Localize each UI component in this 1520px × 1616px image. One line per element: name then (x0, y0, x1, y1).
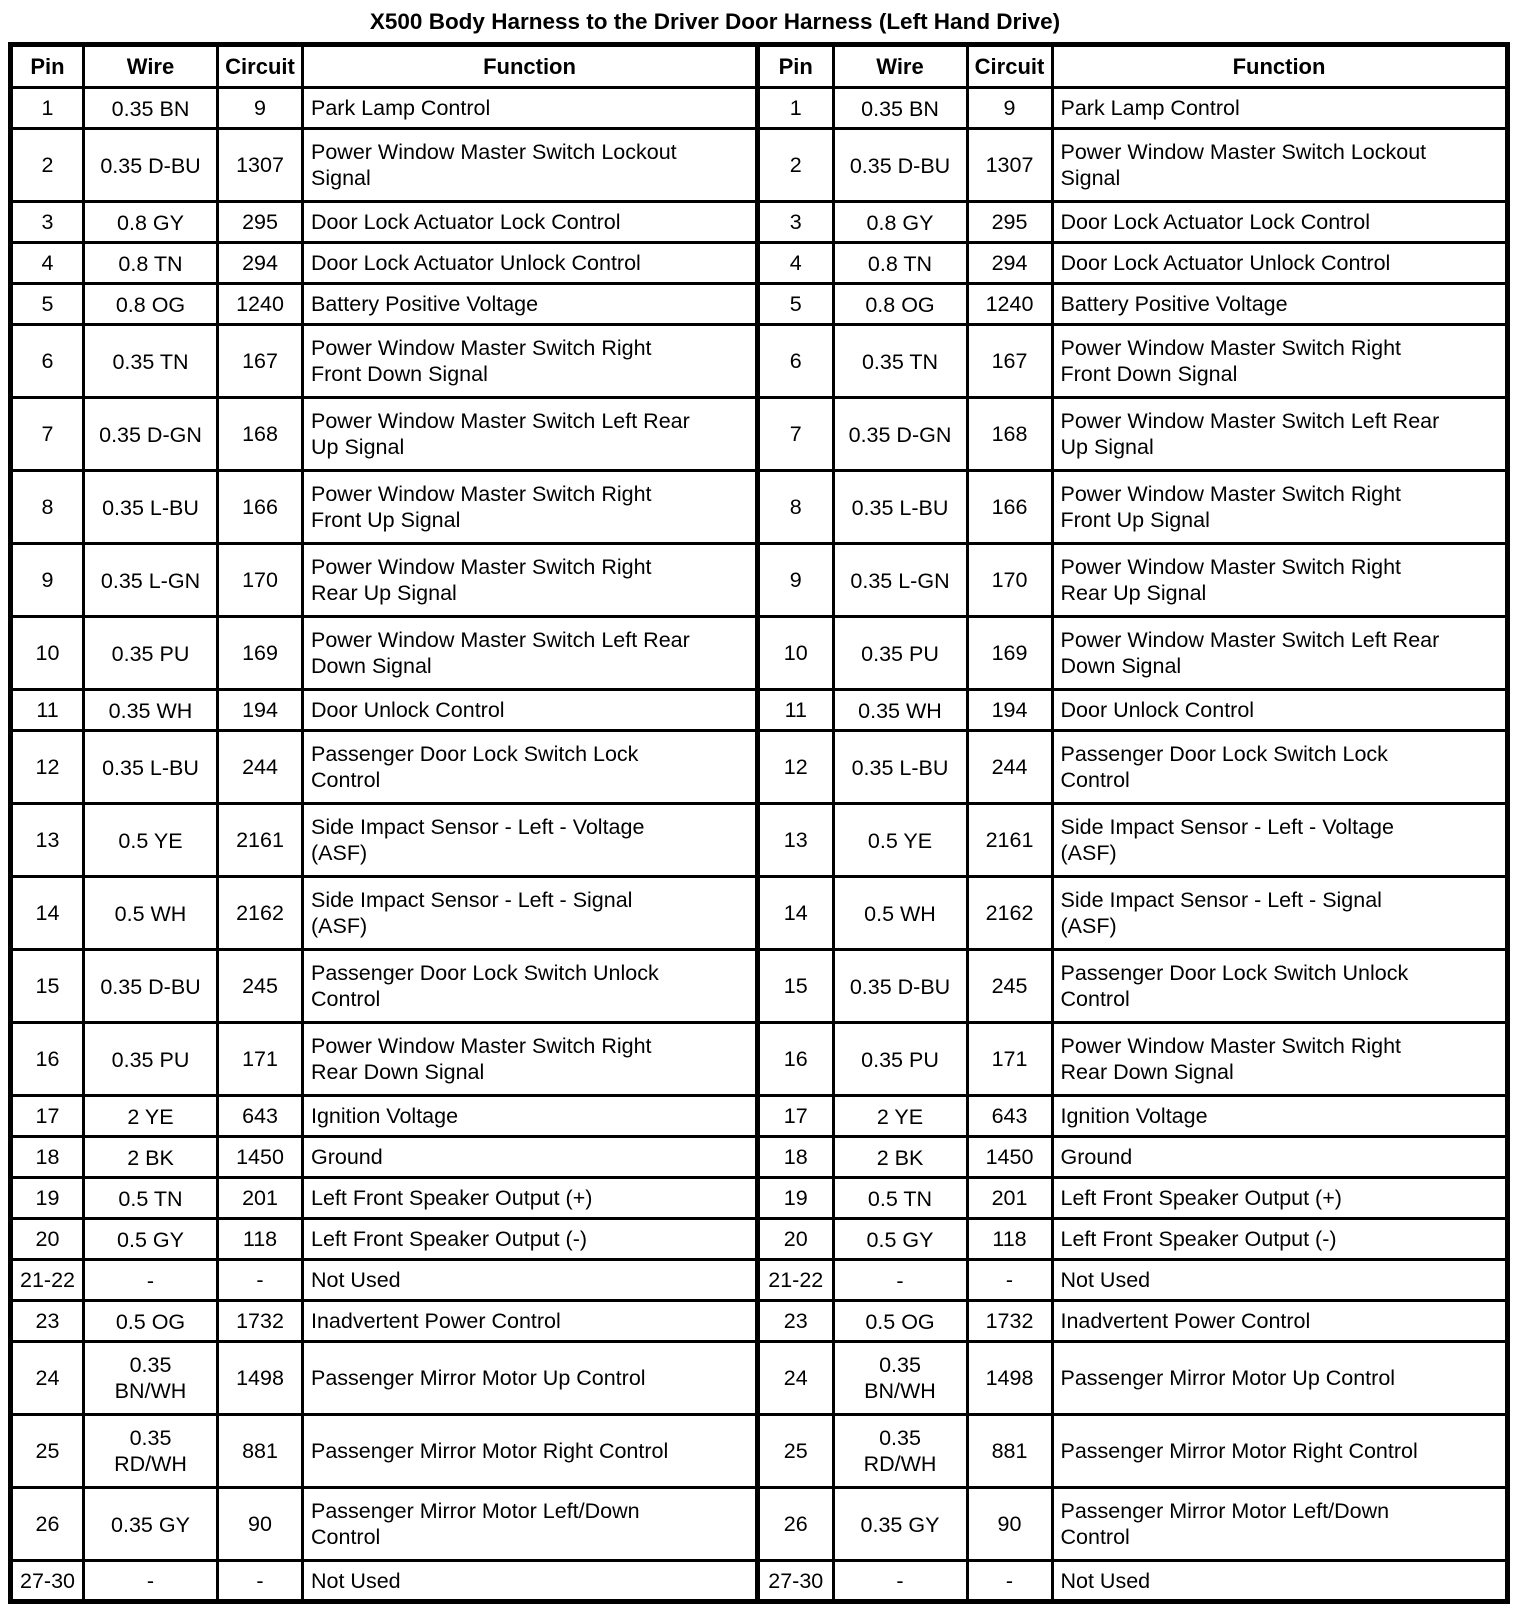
column-header-circuit: Circuit (967, 45, 1052, 88)
wire-cell: 0.5 WH (84, 877, 218, 950)
function-cell: Power Window Master Switch Right Front Up Signal (1052, 471, 1507, 544)
column-header-function: Function (1052, 45, 1507, 88)
pin-cell: 12 (760, 731, 833, 804)
wire-cell: - (84, 1260, 218, 1301)
wire-cell: 0.5 WH (833, 877, 967, 950)
pin-cell: 25 (11, 1415, 84, 1488)
wire-cell: - (833, 1260, 967, 1301)
circuit-cell: 171 (218, 1023, 303, 1096)
wire-cell: 0.35 L-BU (84, 731, 218, 804)
pin-cell: 13 (11, 804, 84, 877)
wire-cell: 0.5 OG (833, 1301, 967, 1342)
table-row (760, 877, 1507, 950)
table-row (11, 804, 758, 877)
circuit-cell: 1498 (218, 1342, 303, 1415)
function-cell: Power Window Master Switch Lockout Signal (303, 129, 758, 202)
pin-cell: 27-30 (760, 1561, 833, 1602)
harness-tables (8, 42, 1520, 1604)
function-cell: Door Unlock Control (303, 690, 758, 731)
wire-cell: 0.35 D-BU (833, 129, 967, 202)
function-cell: Power Window Master Switch Left Rear Down Signal (303, 617, 758, 690)
table-row (760, 617, 1507, 690)
circuit-cell: - (218, 1561, 303, 1602)
circuit-cell: 9 (218, 88, 303, 129)
wire-cell: 0.5 GY (84, 1219, 218, 1260)
function-cell: Not Used (303, 1561, 758, 1602)
pin-cell: 24 (760, 1342, 833, 1415)
wire-cell: 0.35 GY (833, 1488, 967, 1561)
table-row (11, 617, 758, 690)
function-cell: Power Window Master Switch Right Front Down Signal (1052, 325, 1507, 398)
wire-cell: 0.35 L-GN (833, 544, 967, 617)
function-cell: Inadvertent Power Control (303, 1301, 758, 1342)
wire-cell: 0.35 D-BU (84, 950, 218, 1023)
function-cell: Passenger Mirror Motor Up Control (303, 1342, 758, 1415)
circuit-cell: 881 (967, 1415, 1052, 1488)
function-cell: Power Window Master Switch Left Rear Down Signal (1052, 617, 1507, 690)
pin-cell: 4 (760, 243, 833, 284)
function-cell: Inadvertent Power Control (1052, 1301, 1507, 1342)
pin-cell: 12 (11, 731, 84, 804)
wire-cell: 0.8 TN (833, 243, 967, 284)
table-row (11, 1342, 758, 1415)
pin-cell: 15 (11, 950, 84, 1023)
column-header-wire: Wire (833, 45, 967, 88)
table-row (11, 325, 758, 398)
table-row (760, 1342, 1507, 1415)
function-cell: Ground (303, 1137, 758, 1178)
circuit-cell: 294 (218, 243, 303, 284)
function-cell: Passenger Mirror Motor Right Control (303, 1415, 758, 1488)
wire-cell: 0.35 L-BU (84, 471, 218, 544)
table-row (11, 1260, 758, 1301)
wire-cell: 0.35 BN/WH (84, 1342, 218, 1415)
table-row (760, 804, 1507, 877)
function-cell: Power Window Master Switch Right Rear Up Signal (1052, 544, 1507, 617)
circuit-cell: 295 (967, 202, 1052, 243)
function-cell: Power Window Master Switch Right Rear Down Signal (303, 1023, 758, 1096)
function-cell: Side Impact Sensor - Left - Signal (ASF) (1052, 877, 1507, 950)
column-header-function: Function (303, 45, 758, 88)
table-row (11, 1488, 758, 1561)
column-header-pin: Pin (11, 45, 84, 88)
function-cell: Door Unlock Control (1052, 690, 1507, 731)
circuit-cell: 90 (967, 1488, 1052, 1561)
function-cell: Power Window Master Switch Right Rear Down Signal (1052, 1023, 1507, 1096)
table-row (760, 731, 1507, 804)
circuit-cell: - (967, 1260, 1052, 1301)
wire-cell: 0.35 WH (84, 690, 218, 731)
function-cell: Door Lock Actuator Unlock Control (1052, 243, 1507, 284)
circuit-cell: 1240 (218, 284, 303, 325)
table-row (11, 202, 758, 243)
circuit-cell: - (967, 1561, 1052, 1602)
pin-cell: 14 (760, 877, 833, 950)
circuit-cell: 295 (218, 202, 303, 243)
pin-cell: 5 (760, 284, 833, 325)
pin-cell: 11 (11, 690, 84, 731)
pin-cell: 20 (11, 1219, 84, 1260)
pin-cell: 8 (760, 471, 833, 544)
circuit-cell: 1450 (967, 1137, 1052, 1178)
pin-cell: 17 (11, 1096, 84, 1137)
circuit-cell: 1498 (967, 1342, 1052, 1415)
table-row (11, 1301, 758, 1342)
wire-cell: 0.5 GY (833, 1219, 967, 1260)
function-cell: Passenger Mirror Motor Left/Down Control (1052, 1488, 1507, 1561)
pin-cell: 19 (760, 1178, 833, 1219)
function-cell: Side Impact Sensor - Left - Signal (ASF) (303, 877, 758, 950)
circuit-cell: - (218, 1260, 303, 1301)
function-cell: Not Used (1052, 1260, 1507, 1301)
pin-cell: 3 (760, 202, 833, 243)
table-row (11, 731, 758, 804)
function-cell: Door Lock Actuator Unlock Control (303, 243, 758, 284)
circuit-cell: 1732 (967, 1301, 1052, 1342)
function-cell: Left Front Speaker Output (-) (303, 1219, 758, 1260)
wire-cell: 0.35 RD/WH (84, 1415, 218, 1488)
function-cell: Battery Positive Voltage (1052, 284, 1507, 325)
circuit-cell: 9 (967, 88, 1052, 129)
function-cell: Park Lamp Control (303, 88, 758, 129)
wire-cell: 0.35 D-GN (84, 398, 218, 471)
table-row (760, 471, 1507, 544)
circuit-cell: 166 (967, 471, 1052, 544)
wire-cell: 2 YE (84, 1096, 218, 1137)
pin-cell: 26 (11, 1488, 84, 1561)
pin-cell: 5 (11, 284, 84, 325)
table-row (760, 1137, 1507, 1178)
wire-cell: 0.5 TN (84, 1178, 218, 1219)
wire-cell: 0.35 L-BU (833, 731, 967, 804)
wire-cell: 0.35 BN/WH (833, 1342, 967, 1415)
wire-cell: - (833, 1561, 967, 1602)
function-cell: Ground (1052, 1137, 1507, 1178)
pin-cell: 24 (11, 1342, 84, 1415)
table-row (760, 325, 1507, 398)
circuit-cell: 244 (967, 731, 1052, 804)
table-row (11, 284, 758, 325)
function-cell: Door Lock Actuator Lock Control (1052, 202, 1507, 243)
pin-cell: 9 (760, 544, 833, 617)
table-row (11, 1137, 758, 1178)
function-cell: Passenger Mirror Motor Up Control (1052, 1342, 1507, 1415)
circuit-cell: 1307 (218, 129, 303, 202)
table-row (760, 1260, 1507, 1301)
table-row (760, 950, 1507, 1023)
function-cell: Side Impact Sensor - Left - Voltage (ASF) (1052, 804, 1507, 877)
pin-cell: 18 (760, 1137, 833, 1178)
function-cell: Not Used (1052, 1561, 1507, 1602)
pin-cell: 9 (11, 544, 84, 617)
table-row (11, 398, 758, 471)
circuit-cell: 1732 (218, 1301, 303, 1342)
pin-cell: 4 (11, 243, 84, 284)
pin-cell: 7 (760, 398, 833, 471)
circuit-cell: 171 (967, 1023, 1052, 1096)
table-row (11, 1219, 758, 1260)
pin-cell: 26 (760, 1488, 833, 1561)
circuit-cell: 1450 (218, 1137, 303, 1178)
function-cell: Power Window Master Switch Right Rear Up Signal (303, 544, 758, 617)
wire-cell: 0.8 GY (84, 202, 218, 243)
pin-cell: 27-30 (11, 1561, 84, 1602)
circuit-cell: 90 (218, 1488, 303, 1561)
pin-cell: 21-22 (760, 1260, 833, 1301)
column-header-circuit: Circuit (218, 45, 303, 88)
table-header-row-left (11, 45, 758, 88)
table-row (11, 690, 758, 731)
wire-cell: 0.35 TN (833, 325, 967, 398)
table-row (760, 202, 1507, 243)
wire-cell: 0.5 OG (84, 1301, 218, 1342)
wire-cell: 0.8 GY (833, 202, 967, 243)
function-cell: Side Impact Sensor - Left - Voltage (ASF) (303, 804, 758, 877)
table-row (760, 129, 1507, 202)
function-cell: Ignition Voltage (303, 1096, 758, 1137)
pin-table-right (760, 42, 1510, 1604)
wire-cell: 0.35 GY (84, 1488, 218, 1561)
table-row (11, 1096, 758, 1137)
wire-cell: 0.5 TN (833, 1178, 967, 1219)
function-cell: Park Lamp Control (1052, 88, 1507, 129)
pin-cell: 16 (760, 1023, 833, 1096)
circuit-cell: 169 (218, 617, 303, 690)
function-cell: Passenger Mirror Motor Right Control (1052, 1415, 1507, 1488)
table-row (11, 1178, 758, 1219)
circuit-cell: 194 (218, 690, 303, 731)
pin-cell: 23 (11, 1301, 84, 1342)
table-row (760, 1488, 1507, 1561)
wire-cell: 2 BK (84, 1137, 218, 1178)
pin-cell: 11 (760, 690, 833, 731)
wire-cell: 0.35 PU (833, 617, 967, 690)
table-row (11, 88, 758, 129)
circuit-cell: 168 (218, 398, 303, 471)
table-row (760, 398, 1507, 471)
circuit-cell: 170 (218, 544, 303, 617)
table-row (11, 1561, 758, 1602)
pin-cell: 25 (760, 1415, 833, 1488)
pin-cell: 18 (11, 1137, 84, 1178)
table-row (760, 1023, 1507, 1096)
wire-cell: 0.35 L-BU (833, 471, 967, 544)
column-header-wire: Wire (84, 45, 218, 88)
wire-cell: 0.8 OG (84, 284, 218, 325)
circuit-cell: 1307 (967, 129, 1052, 202)
wire-cell: 0.35 D-BU (84, 129, 218, 202)
wire-cell: 2 YE (833, 1096, 967, 1137)
function-cell: Passenger Door Lock Switch Lock Control (1052, 731, 1507, 804)
function-cell: Passenger Door Lock Switch Lock Control (303, 731, 758, 804)
wire-cell: 0.5 YE (833, 804, 967, 877)
circuit-cell: 643 (218, 1096, 303, 1137)
circuit-cell: 118 (967, 1219, 1052, 1260)
pin-cell: 16 (11, 1023, 84, 1096)
pin-cell: 20 (760, 1219, 833, 1260)
circuit-cell: 245 (218, 950, 303, 1023)
circuit-cell: 118 (218, 1219, 303, 1260)
wire-cell: 0.35 D-GN (833, 398, 967, 471)
pin-cell: 8 (11, 471, 84, 544)
circuit-cell: 2162 (218, 877, 303, 950)
table-row (760, 284, 1507, 325)
wire-cell: 0.8 OG (833, 284, 967, 325)
wire-cell: 0.35 WH (833, 690, 967, 731)
circuit-cell: 2162 (967, 877, 1052, 950)
wire-cell: 2 BK (833, 1137, 967, 1178)
table-row (11, 1023, 758, 1096)
table-row (760, 1096, 1507, 1137)
circuit-cell: 244 (218, 731, 303, 804)
function-cell: Left Front Speaker Output (+) (1052, 1178, 1507, 1219)
circuit-cell: 643 (967, 1096, 1052, 1137)
table-row (760, 1178, 1507, 1219)
pin-cell: 7 (11, 398, 84, 471)
wire-cell: 0.35 BN (84, 88, 218, 129)
circuit-cell: 1240 (967, 284, 1052, 325)
table-row (11, 1415, 758, 1488)
pin-cell: 3 (11, 202, 84, 243)
pin-cell: 1 (760, 88, 833, 129)
function-cell: Power Window Master Switch Lockout Signal (1052, 129, 1507, 202)
pin-cell: 1 (11, 88, 84, 129)
wire-cell: 0.5 YE (84, 804, 218, 877)
table-row (760, 544, 1507, 617)
table-row (760, 1219, 1507, 1260)
table-row (11, 877, 758, 950)
circuit-cell: 170 (967, 544, 1052, 617)
table-row (760, 1301, 1507, 1342)
circuit-cell: 881 (218, 1415, 303, 1488)
circuit-cell: 167 (218, 325, 303, 398)
wire-cell: - (84, 1561, 218, 1602)
wire-cell: 0.35 L-GN (84, 544, 218, 617)
circuit-cell: 294 (967, 243, 1052, 284)
table-row (11, 243, 758, 284)
function-cell: Power Window Master Switch Left Rear Up Signal (303, 398, 758, 471)
circuit-cell: 166 (218, 471, 303, 544)
function-cell: Passenger Mirror Motor Left/Down Control (303, 1488, 758, 1561)
table-row (760, 243, 1507, 284)
pin-cell: 10 (11, 617, 84, 690)
wire-cell: 0.35 TN (84, 325, 218, 398)
function-cell: Left Front Speaker Output (+) (303, 1178, 758, 1219)
wire-cell: 0.35 D-BU (833, 950, 967, 1023)
wire-cell: 0.35 BN (833, 88, 967, 129)
table-row (11, 544, 758, 617)
table-row (760, 690, 1507, 731)
wire-cell: 0.35 PU (84, 1023, 218, 1096)
function-cell: Power Window Master Switch Right Front Down Signal (303, 325, 758, 398)
pin-cell: 10 (760, 617, 833, 690)
pin-cell: 17 (760, 1096, 833, 1137)
table-row (11, 129, 758, 202)
pin-cell: 23 (760, 1301, 833, 1342)
table-row (760, 88, 1507, 129)
wire-cell: 0.35 PU (84, 617, 218, 690)
wire-cell: 0.8 TN (84, 243, 218, 284)
circuit-cell: 201 (218, 1178, 303, 1219)
function-cell: Power Window Master Switch Right Front Up Signal (303, 471, 758, 544)
function-cell: Power Window Master Switch Left Rear Up Signal (1052, 398, 1507, 471)
pin-cell: 14 (11, 877, 84, 950)
pin-cell: 6 (760, 325, 833, 398)
wire-cell: 0.35 RD/WH (833, 1415, 967, 1488)
circuit-cell: 2161 (967, 804, 1052, 877)
circuit-cell: 201 (967, 1178, 1052, 1219)
table-row (11, 950, 758, 1023)
circuit-cell: 168 (967, 398, 1052, 471)
circuit-cell: 169 (967, 617, 1052, 690)
wire-cell: 0.35 PU (833, 1023, 967, 1096)
page-title: X500 Body Harness to the Driver Door Harness (Left Hand Drive) (369, 9, 1061, 34)
pin-table-left (8, 42, 760, 1604)
function-cell: Passenger Door Lock Switch Unlock Control (1052, 950, 1507, 1023)
function-cell: Passenger Door Lock Switch Unlock Control (303, 950, 758, 1023)
table-header-row-right (760, 45, 1507, 88)
pin-cell: 21-22 (11, 1260, 84, 1301)
function-cell: Battery Positive Voltage (303, 284, 758, 325)
circuit-cell: 245 (967, 950, 1052, 1023)
pin-cell: 13 (760, 804, 833, 877)
function-cell: Left Front Speaker Output (-) (1052, 1219, 1507, 1260)
pin-cell: 2 (11, 129, 84, 202)
pin-cell: 19 (11, 1178, 84, 1219)
circuit-cell: 167 (967, 325, 1052, 398)
pin-cell: 15 (760, 950, 833, 1023)
table-row (760, 1415, 1507, 1488)
function-cell: Not Used (303, 1260, 758, 1301)
pin-cell: 6 (11, 325, 84, 398)
circuit-cell: 2161 (218, 804, 303, 877)
circuit-cell: 194 (967, 690, 1052, 731)
pin-cell: 2 (760, 129, 833, 202)
function-cell: Ignition Voltage (1052, 1096, 1507, 1137)
column-header-pin: Pin (760, 45, 833, 88)
function-cell: Door Lock Actuator Lock Control (303, 202, 758, 243)
table-row (11, 471, 758, 544)
table-row (760, 1561, 1507, 1602)
